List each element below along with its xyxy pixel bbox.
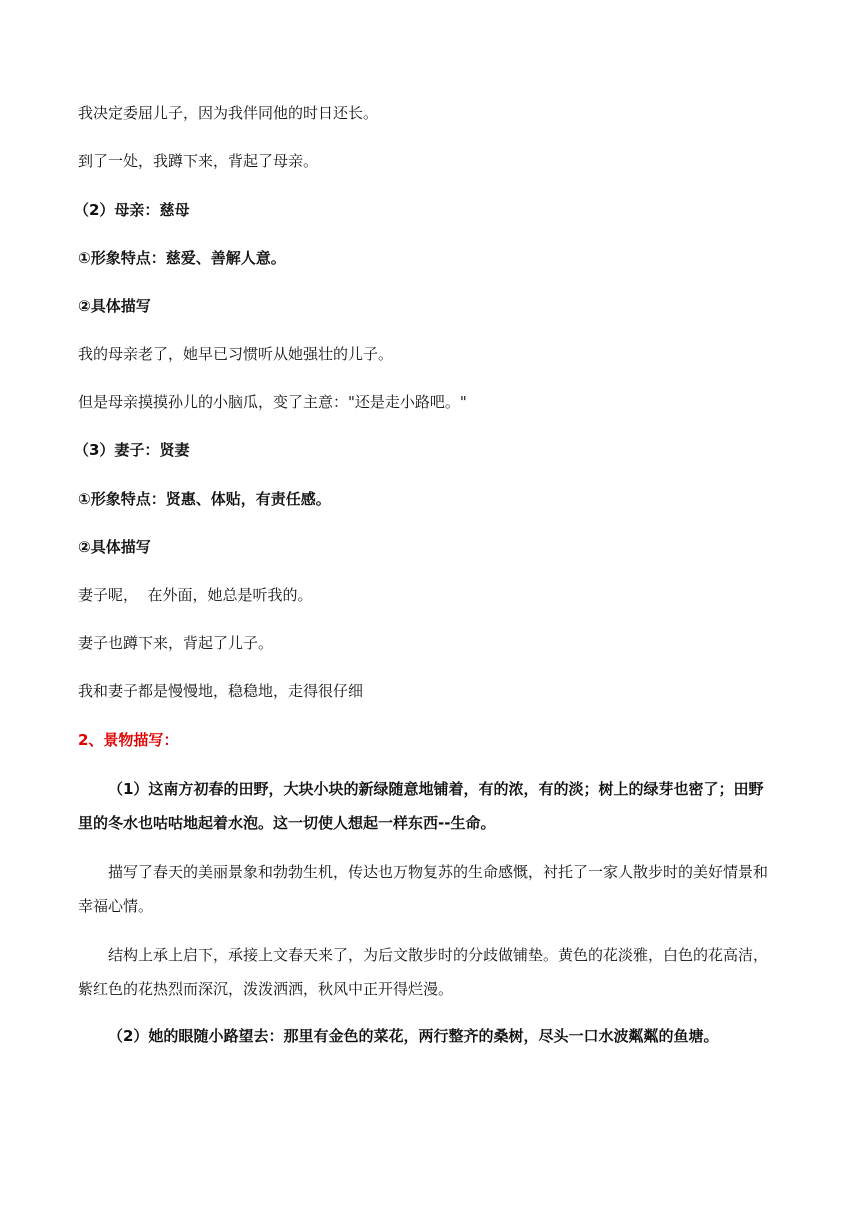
text-line: 妻子呢， 在外面，她总是听我的。 <box>78 586 313 604</box>
text-line: 我的母亲老了，她早已习惯听从她强壮的儿子。 <box>78 345 394 363</box>
text-line: 到了一处，我蹲下来，背起了母亲。 <box>78 152 319 170</box>
scenery-quote-1: （1）这南方初春的田野，大块小块的新绿随意地铺着，有的浓，有的淡；树上的绿芽也密了；田野里的冬水也咕咕地起着水泡。这一切使人想起一样东西--生命。 <box>78 780 764 832</box>
subheading-mother: （2）母亲：慈母 <box>74 201 190 219</box>
text-line: 我决定委屈儿子，因为我伴同他的时日还长。 <box>78 104 379 122</box>
mother-trait: ①形象特点：慈爱、善解人意。 <box>78 249 286 267</box>
text-line: 我和妻子都是慢慢地，稳稳地，走得很仔细 <box>78 682 364 700</box>
scenery-note-2: 结构上承上启下，承接上文春天来了，为后文散步时的分歧做铺垫。黄色的花淡雅，白色的花高洁，紫红色的花热烈而深沉，泼泼洒洒，秋风中正开得烂漫。 <box>78 946 769 998</box>
scenery-quote-2: （2）她的眼随小路望去：那里有金色的菜花，两行整齐的桑树，尽头一口水波粼粼的鱼塘。 <box>108 1027 719 1045</box>
wife-description-heading: ②具体描写 <box>78 538 151 556</box>
mother-description-heading: ②具体描写 <box>78 297 151 315</box>
subheading-wife: （3）妻子：贤妻 <box>74 441 190 459</box>
section-heading-scenery: 2、景物描写： <box>78 731 179 749</box>
scenery-note-1: 描写了春天的美丽景象和勃勃生机，传达也万物复苏的生命感慨，衬托了一家人散步时的美好情景和幸福心情。 <box>78 863 769 915</box>
text-line: 妻子也蹲下来，背起了儿子。 <box>78 634 274 652</box>
wife-trait: ①形象特点：贤惠、体贴，有责任感。 <box>78 490 331 508</box>
text-line: 但是母亲摸摸孙儿的小脑瓜，变了主意："还是走小路吧。" <box>78 393 467 411</box>
